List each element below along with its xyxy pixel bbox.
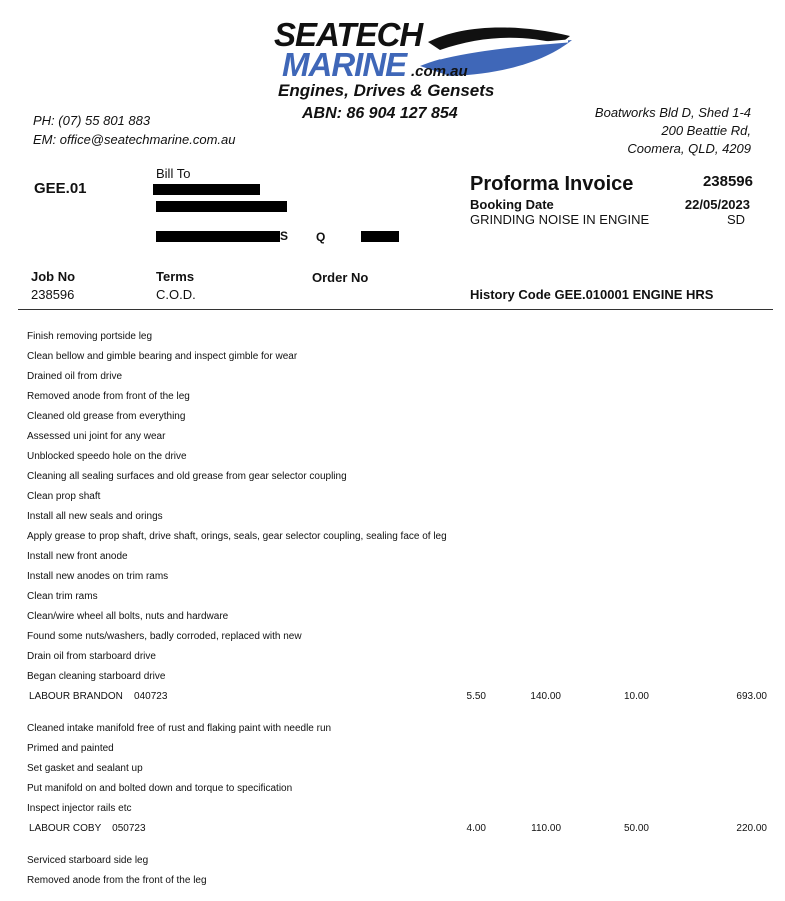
email-text: EM: office@seatechmarine.com.au <box>33 132 236 147</box>
work-line: Clean trim rams <box>27 591 98 602</box>
work-line: Removed anode from front of the leg <box>27 391 190 402</box>
work-line: Set gasket and sealant up <box>27 763 143 774</box>
labour-total: 220.00 <box>736 823 767 834</box>
labour-total: 693.00 <box>736 691 767 702</box>
work-line: Began cleaning starboard drive <box>27 671 166 682</box>
job-no-value: 238596 <box>31 287 75 302</box>
job-no-label: Job No <box>31 269 76 284</box>
labour-rate: 140.00 <box>530 691 561 702</box>
booking-date-label: Booking Date <box>470 197 554 212</box>
terms-value: C.O.D. <box>156 287 196 302</box>
logo-wordmark-seatech: SEATECH <box>274 16 423 53</box>
logo-wordmark-marine: MARINE <box>282 46 407 83</box>
work-line: Inspect injector rails etc <box>27 803 132 814</box>
redacted-street <box>156 201 287 212</box>
address-line-1: Boatworks Bld D, Shed 1-4 <box>594 105 751 120</box>
logo-tagline: Engines, Drives & Gensets <box>278 81 495 100</box>
phone-text: PH: (07) 55 801 883 <box>33 113 151 128</box>
order-no-label: Order No <box>312 270 369 285</box>
logo-domain: .com.au <box>411 63 468 80</box>
suburb-fragment: S <box>280 229 289 243</box>
work-line: Drained oil from drive <box>27 371 123 382</box>
work-line: Put manifold on and bolted down and torque to specification <box>27 783 293 794</box>
redacted-suburb <box>156 231 280 242</box>
address-line-2: 200 Beattie Rd, <box>661 123 751 138</box>
invoice-title: Proforma Invoice <box>470 173 634 195</box>
header-divider <box>18 309 773 310</box>
address-line-3: Coomera, QLD, 4209 <box>627 141 751 156</box>
terms-label: Terms <box>156 269 195 284</box>
work-line: Finish removing portside leg <box>27 331 153 342</box>
work-line: Assessed uni joint for any wear <box>27 431 166 442</box>
labour-label: LABOUR COBY 050723 <box>29 823 146 834</box>
work-line: Clean/wire wheel all bolts, nuts and hardware <box>27 611 229 622</box>
bill-to-label: Bill To <box>156 166 191 181</box>
customer-code: GEE.01 <box>34 180 87 197</box>
labour-label: LABOUR BRANDON 040723 <box>29 691 168 702</box>
work-line: Found some nuts/washers, badly corroded, replaced with new <box>27 631 302 642</box>
work-line: Serviced starboard side leg <box>27 855 149 866</box>
work-line: Install new anodes on trim rams <box>27 571 169 582</box>
work-line: Install new front anode <box>27 551 128 562</box>
work-line: Clean bellow and gimble bearing and inspect gimble for wear <box>27 351 298 362</box>
work-line: Unblocked speedo hole on the drive <box>27 451 187 462</box>
work-line: Cleaned old grease from everything <box>27 411 186 422</box>
labour-hours: 4.00 <box>466 823 486 834</box>
work-line: Primed and painted <box>27 743 114 754</box>
work-line: Clean prop shaft <box>27 491 101 502</box>
work-line: Removed anode from the front of the leg <box>27 875 207 886</box>
job-description: GRINDING NOISE IN ENGINE <box>470 212 650 227</box>
work-line: Drain oil from starboard drive <box>27 651 156 662</box>
booking-date: 22/05/2023 <box>684 197 750 212</box>
invoice-number: 238596 <box>702 173 753 190</box>
redacted-postcode <box>361 231 399 242</box>
work-line: Apply grease to prop shaft, drive shaft, orings, seals, gear selector coupling, sealing face of leg <box>27 531 447 542</box>
work-line: Install all new seals and orings <box>27 511 163 522</box>
staff-initials: SD <box>726 212 745 227</box>
work-line: Cleaning all sealing surfaces and old grease from gear selector coupling <box>27 471 347 482</box>
work-line: Cleaned intake manifold free of rust and flaking paint with needle run <box>27 723 332 734</box>
labour-discount: 10.00 <box>623 691 649 702</box>
labour-rate: 110.00 <box>531 823 561 834</box>
abn-number: ABN: 86 904 127 854 <box>302 105 458 122</box>
labour-discount: 50.00 <box>623 823 649 834</box>
history-code: History Code GEE.010001 ENGINE HRS <box>470 287 714 302</box>
labour-hours: 5.50 <box>466 691 486 702</box>
state-code: Q <box>316 230 326 244</box>
redacted-customer-name <box>153 184 260 195</box>
